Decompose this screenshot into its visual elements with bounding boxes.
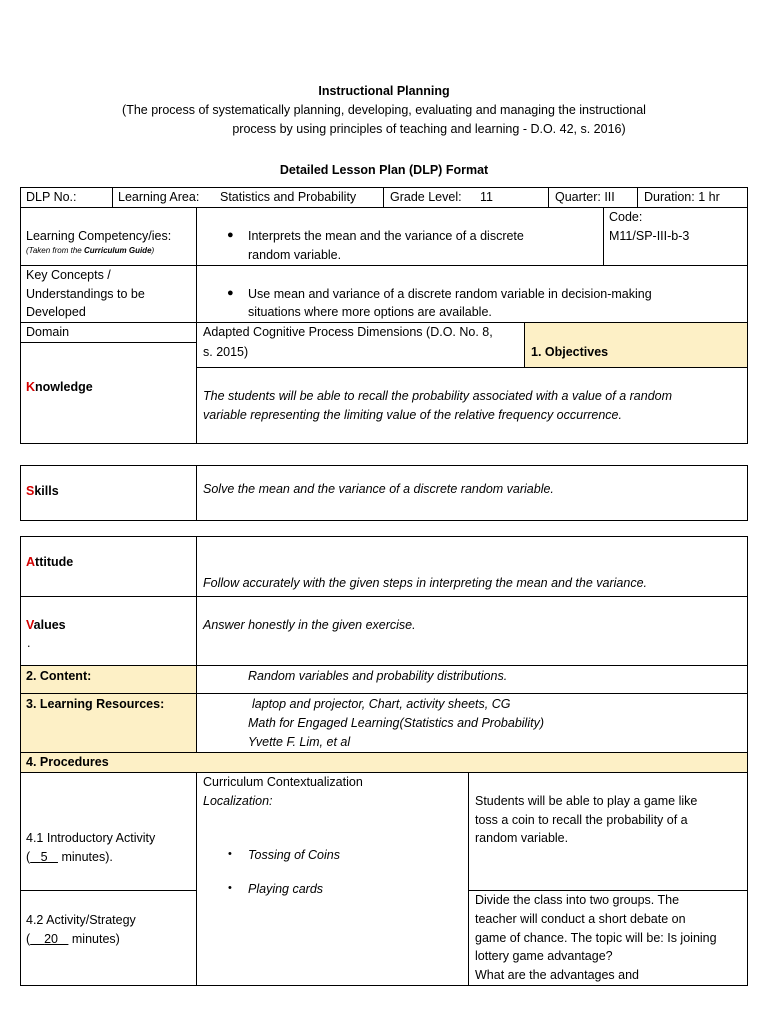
dimensions-line2: s. 2015) (203, 345, 249, 359)
values-label: Values (26, 618, 66, 632)
competency-text-line2: random variable. (248, 248, 342, 262)
resources-label: 3. Learning Resources: (26, 697, 165, 711)
intro-text-line3: random variable. (475, 831, 569, 845)
curriculum-line1: Curriculum Contextualization (203, 775, 363, 789)
activity-text-line2: teacher will conduct a short debate on (475, 912, 686, 926)
values-dot: . (27, 636, 31, 650)
intro-activity-minutes: ( 5 minutes). (26, 850, 113, 864)
skills-text: Solve the mean and the variance of a discrete random variable. (203, 482, 554, 496)
procedures-heading: 4. Procedures (26, 755, 109, 769)
key-concepts-bullet: ● (227, 287, 234, 299)
dimensions-line1: Adapted Cognitive Process Dimensions (D.O. No. 8, (203, 325, 493, 339)
plan-subtitle-line1: (The process of systematically planning, developing, evaluating and managing the instructional (122, 103, 646, 117)
duration-value: Duration: 1 hr (644, 190, 720, 204)
learning-area-label: Learning Area: (118, 190, 200, 204)
code-value: M11/SP-III-b-3 (609, 229, 690, 243)
competency-bullet: ● (227, 229, 234, 241)
domain-label: Domain (26, 325, 70, 339)
format-title: Detailed Lesson Plan (DLP) Format (279, 163, 489, 177)
dlp-no-label: DLP No.: (26, 190, 77, 204)
grade-level-label: Grade Level: (390, 190, 462, 204)
plan-title: Instructional Planning (318, 84, 450, 98)
activity-strategy-label: 4.2 Activity/Strategy (26, 913, 136, 927)
localization-bullet-1: • (228, 848, 232, 860)
resources-line3: Yvette F. Lim, et al (248, 735, 351, 749)
key-concepts-label-line2: Understandings to be (26, 287, 145, 301)
values-text: Answer honestly in the given exercise. (203, 618, 416, 632)
content-text: Random variables and probability distributions. (248, 669, 508, 683)
key-concepts-label-line1: Key Concepts / (26, 268, 111, 282)
activity-strategy-minutes: ( 20 minutes) (26, 932, 120, 946)
localization-item-1: Tossing of Coins (248, 848, 340, 862)
key-concepts-text-line1: Use mean and variance of a discrete random variable in decision-making (248, 287, 652, 301)
intro-activity-label: 4.1 Introductory Activity (26, 831, 156, 845)
curriculum-line2: Localization: (203, 794, 273, 808)
localization-bullet-2: • (228, 882, 232, 894)
localization-item-2: Playing cards (248, 882, 324, 896)
attitude-text: Follow accurately with the given steps in interpreting the mean and the variance. (203, 576, 647, 590)
activity-text-line5: What are the advantages and (475, 968, 640, 982)
learning-area-value: Statistics and Probability (220, 190, 357, 204)
knowledge-text-line1: The students will be able to recall the probability associated with a value of a random (203, 389, 673, 403)
activity-text-line3: game of chance. The topic will be: Is joining (475, 931, 717, 945)
intro-text-line2: toss a coin to recall the probability of a (475, 813, 688, 827)
knowledge-label: Knowledge (26, 380, 93, 394)
skills-label: Skills (26, 484, 59, 498)
resources-line2: Math for Engaged Learning(Statistics and Probability) (248, 716, 544, 730)
activity-text-line4: lottery game advantage? (475, 949, 613, 963)
intro-text-line1: Students will be able to play a game like (475, 794, 698, 808)
competency-label: Learning Competency/ies: (26, 229, 172, 243)
key-concepts-label-line3: Developed (26, 305, 86, 319)
knowledge-text-line2: variable representing the limiting value of the relative frequency occurrence. (203, 408, 622, 422)
objectives-heading: 1. Objectives (531, 345, 609, 359)
code-label: Code: (609, 210, 643, 224)
quarter-value: Quarter: III (555, 190, 615, 204)
resources-line1: laptop and projector, Chart, activity sheets, CG (252, 697, 511, 711)
attitude-label: Attitude (26, 555, 74, 569)
plan-subtitle-line2: process by using principles of teaching and learning - D.O. 42, s. 2016) (232, 122, 626, 136)
competency-note: (Taken from the Curriculum Guide) (26, 246, 155, 255)
content-label: 2. Content: (26, 669, 92, 683)
procedures-fill (21, 753, 747, 772)
grade-level-value: 11 (480, 190, 493, 204)
competency-text-line1: Interprets the mean and the variance of a discrete (248, 229, 524, 243)
activity-text-line1: Divide the class into two groups. The (475, 893, 680, 907)
key-concepts-text-line2: situations where more options are available. (248, 305, 492, 319)
